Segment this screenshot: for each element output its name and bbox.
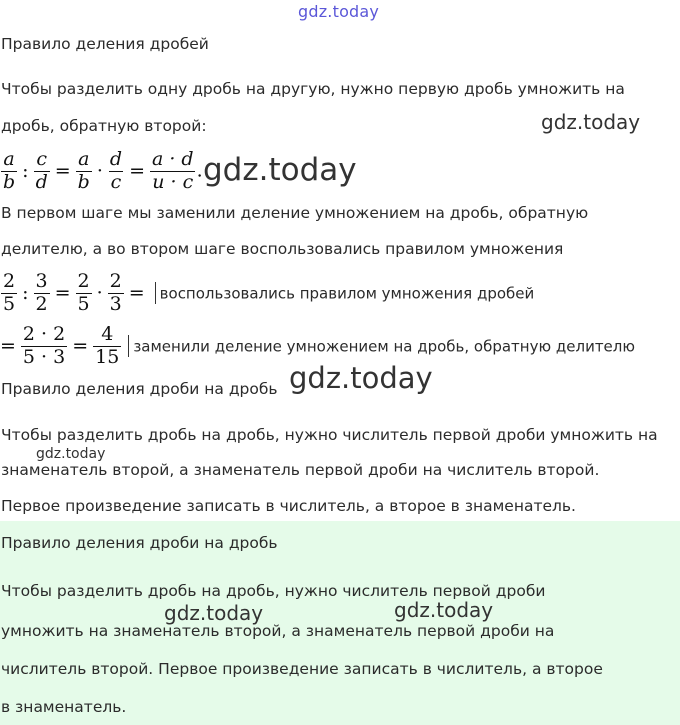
section1-title: Правило деления дробей [1,35,209,53]
section1-line1: Чтобы разделить одну дробь на другую, нужно первую дробь умножить на [1,80,625,98]
section2-line2: знаменатель второй, а знаменатель первой дроби на числитель второй. [1,461,600,479]
section2-title: Правило деления дроби на дробь [1,380,278,398]
watermark-top: gdz.today [298,2,380,21]
formula3: = $\frac{2 \cdot 2}{5 \cdot 3}$ = $\frac{4}{15}$ заменили деление умножением на дробь, обратную делителю [0,323,635,368]
section3-line1: Чтобы разделить дробь на дробь, нужно числитель первой дроби [1,582,546,600]
watermark-1: gdz.today [541,110,641,134]
section3-line2: умножить на знаменатель второй, а знаменатель первой дроби на [1,622,555,640]
section2-line3: Первое произведение записать в числитель, а второе в знаменатель. [1,497,576,515]
explain-line2: делителю, а во втором шаге воспользовались правилом умножения [1,240,564,258]
watermark-4: gdz.today [36,446,106,462]
section3-line3: числитель второй. Первое произведение записать в числитель, а второе [1,660,603,678]
formula1: $\frac{a}{b}$ : $\frac{c}{d}$ = $\frac{a}{b}$ · $\frac{d}{c}$ = $\frac{a \cdot d}{u \cdot c}$ . [3,150,203,193]
watermark-2: gdz.today [203,152,357,188]
formula2: $\frac{2}{5}$ : $\frac{3}{2}$ = $\frac{2}{5}$ · $\frac{2}{3}$ = воспользовались правилом умножения дробей [3,270,535,315]
formula2-comment: воспользовались правилом умножения дробей [159,284,535,303]
section3-line4: в знаменатель. [1,698,127,716]
explain-line1: В первом шаге мы заменили деление умножением на дробь, обратную [1,204,589,222]
section2-line1: Чтобы разделить дробь на дробь, нужно числитель первой дроби умножить на [1,426,658,444]
section1-line2: дробь, обратную второй: [1,117,207,135]
watermark-6: gdz.today [394,598,494,622]
watermark-5: gdz.today [164,601,264,625]
section3-title: Правило деления дроби на дробь [1,534,278,552]
watermark-3: gdz.today [289,361,433,395]
formula3-comment: заменили деление умножением на дробь, обратную делителю [133,337,635,356]
